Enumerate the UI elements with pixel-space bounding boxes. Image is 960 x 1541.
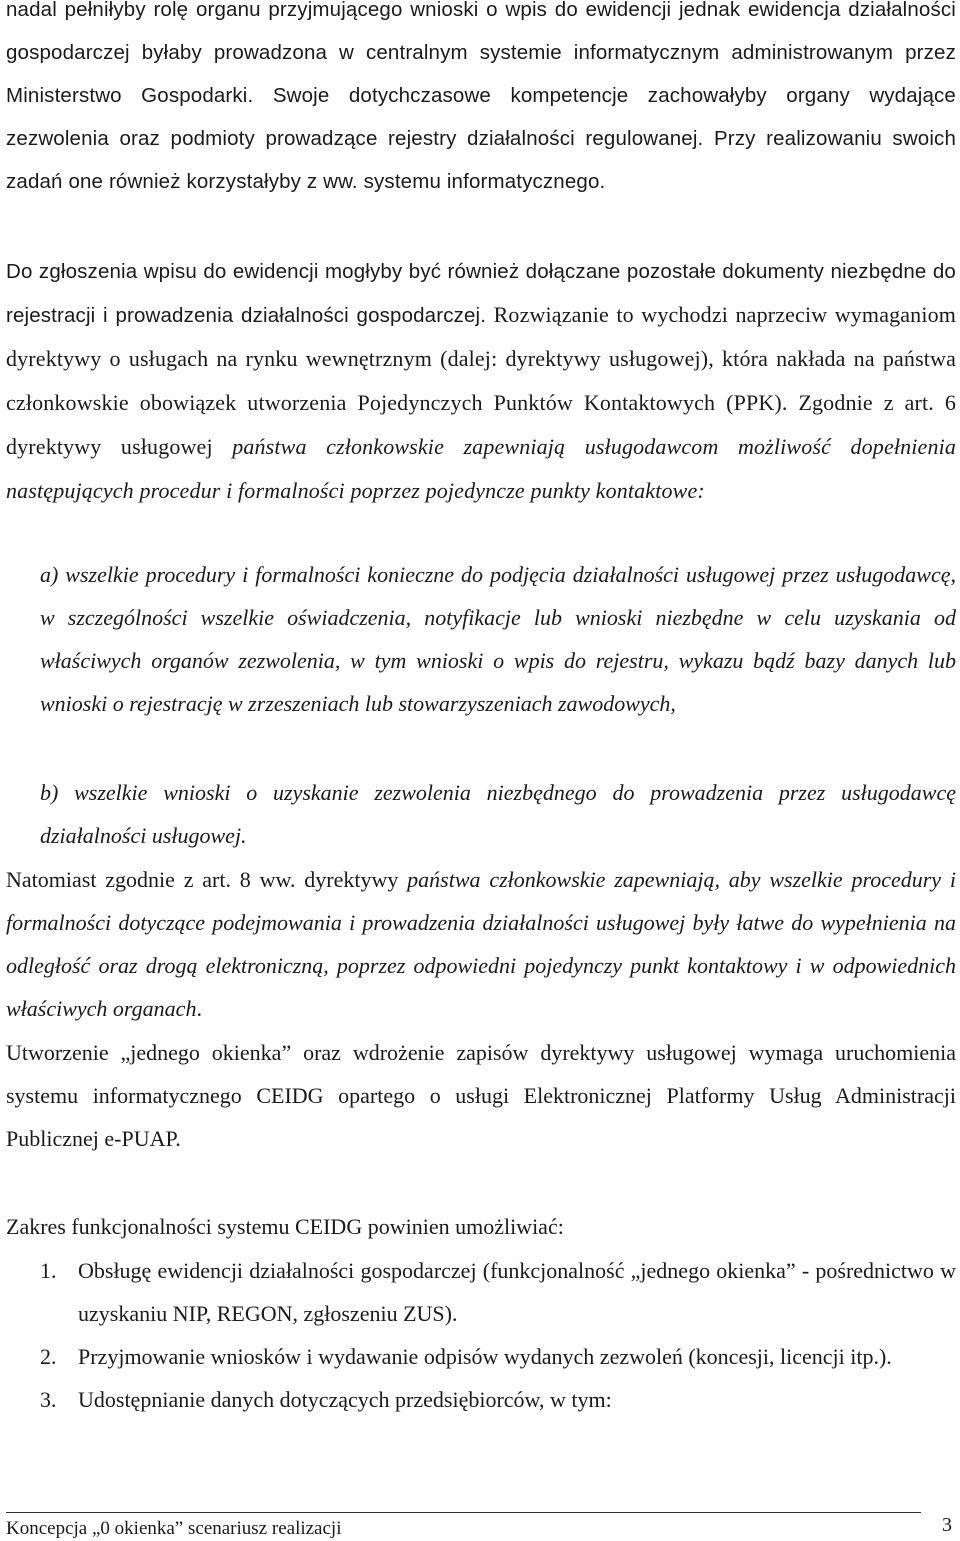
paragraph-3-text-c: . [196, 996, 202, 1021]
paragraph-3 [6, 858, 956, 1030]
list-item-a-text: a) wszelkie procedury i formalności konieczne do podjęcia działalności usługowej przez usługodawcę, w szczególności wszelkie oświadczenia, notyfikacje lub wnioski niezbędne w celu uzyskania od właściwych organów zezwolenia, w tym wnioski o wpis do rejestru, wykazu bądź bazy danych lub wnioski o rejestrację w zrzeszeniach lub stowarzyszeniach zawodowych, [40, 562, 956, 716]
list-item-number: 2. [40, 1344, 57, 1369]
paragraph-2-text-a: Do zgłoszenia wpisu do ewidencji mogłyby być również dołączane pozostałe dokumenty niezbędne do rejestracji i prowadzenia działalności gospodarczej. [6, 260, 956, 327]
paragraph-2 [6, 250, 956, 513]
page-number: 3 [942, 1514, 952, 1536]
paragraph-2-text-c: państwa członkowskie zapewniają usługodawcom możliwość dopełnienia następujących procedur i formalności poprzez pojedyncze punkty kontaktowe: [6, 434, 957, 503]
paragraph-1-text: nadal pełniłyby rolę organu przyjmującego wnioski o wpis do ewidencji jednak ewidencja działalności gospodarczej byłaby prowadzona w centralnym systemie informatycznym administrowanym przez Ministerstwo Gospodarki. Swoje dotychczasowe kompetencje zachowałyby organy wydające zezwolenia oraz podmioty prowadzące rejestry działalności regulowanej. Przy realizowaniu swoich zadań one również korzystałyby z ww. systemu informatycznego. [6, 0, 956, 193]
list-item-number: 3. [40, 1387, 57, 1412]
list-item-text: Przyjmowanie wniosków i wydawanie odpisów wydanych zezwoleń (koncesji, licencji itp.). [78, 1344, 892, 1369]
list-item [6, 1378, 956, 1421]
list-item [6, 1335, 956, 1378]
paragraph-2-text-b: Rozwiązanie to wychodzi naprzeciw wymaganiom dyrektywy o usługach na rynku wewnętrznym (dalej: dyrektywy usługowej), która nakłada na państwa członkowskie obowiązek utworzenia Pojedynczych Punktów Kontaktowych (PPK). Zgodnie z art. 6 dyrektywy usługowej [6, 302, 956, 459]
paragraph-4 [6, 1031, 956, 1160]
paragraph-4-text: Utworzenie „jednego okienka” oraz wdrożenie zapisów dyrektywy usługowej wymaga uruchomienia systemu informatycznego CEIDG opartego o usługi Elektronicznej Platformy Usług Administracji Publicznej e-PUAP. [6, 1040, 956, 1151]
paragraph-1 [6, 0, 956, 203]
list-item [6, 1249, 956, 1335]
paragraph-5 [6, 1205, 956, 1248]
numbered-list [6, 1249, 956, 1421]
paragraph-5-text: Zakres funkcjonalności systemu CEIDG powinien umożliwiać: [6, 1214, 564, 1239]
list-item-number: 1. [40, 1258, 57, 1283]
footer-title: Koncepcja „0 okienka” scenariusz realizacji [6, 1518, 342, 1539]
list-item-b [40, 771, 956, 857]
list-item-b-text: b) wszelkie wnioski o uzyskanie zezwolenia niezbędnego do prowadzenia przez usługodawcę działalności usługowej. [40, 780, 956, 848]
list-item-a [40, 553, 956, 725]
footer-divider [6, 1512, 921, 1513]
list-item-text: Udostępnianie danych dotyczących przedsiębiorców, w tym: [78, 1387, 612, 1412]
paragraph-3-text-a: Natomiast zgodnie z art. 8 ww. dyrektywy [6, 867, 408, 892]
list-item-text: Obsługę ewidencji działalności gospodarczej (funkcjonalność „jednego okienka” - pośrednictwo w uzyskaniu NIP, REGON, zgłoszeniu ZUS). [78, 1258, 956, 1326]
paragraph-3-text-b: państwa członkowskie zapewniają, aby wszelkie procedury i formalności dotyczące podejmowania i prowadzenia działalności usługowej były łatwe do wypełnienia na odległość oraz drogą elektroniczną, poprzez odpowiedni pojedynczy punkt kontaktowy i w odpowiednich właściwych organach [6, 867, 956, 1021]
